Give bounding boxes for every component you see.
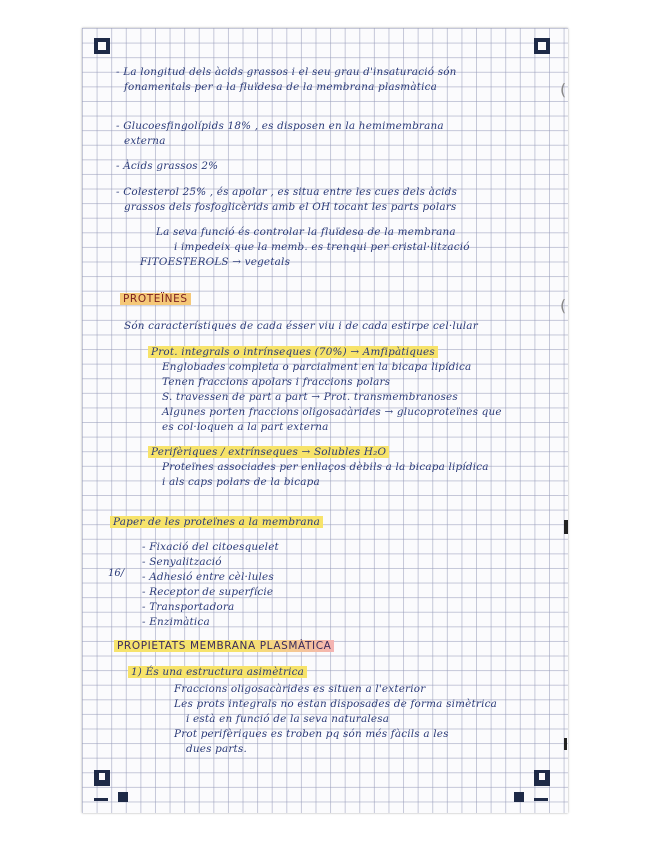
note-line: 1) És una estructura asimètrica — [128, 666, 307, 678]
note-line: - Glucoesfingolípids 18% , es disposen en la hemimembrana — [116, 120, 444, 132]
margin-note: 16/ — [108, 568, 125, 579]
scan-edge-mark — [564, 520, 568, 534]
note-line: - Senyalització — [142, 556, 222, 568]
page-marker-bar-left — [94, 798, 108, 801]
note-line: Prot. integrals o intrínseques (70%) → Amfipàtiques — [148, 346, 438, 358]
note-line: Fraccions oligosacàrides es situen a l'exterior — [174, 683, 426, 695]
note-line: FITOESTEROLS → vegetals — [140, 256, 291, 268]
subsection-heading-paper: Paper de les proteïnes a la membrana — [110, 516, 323, 528]
note-line: Tenen fraccions apolars i fraccions polars — [162, 376, 391, 388]
note-line: fonamentals per a la fluïdesa de la membrana plasmàtica — [124, 81, 438, 93]
note-line: i als caps polars de la bicapa — [162, 476, 320, 488]
corner-marker-bottom-left — [94, 770, 110, 786]
note-line: - Enzimàtica — [142, 616, 210, 628]
section-heading-proteines: PROTEÏNES — [120, 293, 191, 305]
note-line: - Fixació del citoesquelet — [142, 541, 279, 553]
note-line: - Àcids grassos 2% — [116, 160, 219, 172]
note-line: Són característiques de cada ésser viu i de cada estirpe cel·lular — [124, 320, 478, 332]
page-marker-square-left — [118, 792, 128, 802]
page-marker-bar-right — [534, 798, 548, 801]
note-line: S. travessen de part a part → Prot. transmembranoses — [162, 391, 458, 403]
note-line: externa — [124, 135, 166, 147]
binder-hole-mark: ( — [560, 80, 567, 99]
note-line: Perifèriques / extrínseques → Solubles H₂O — [148, 446, 389, 458]
note-line: Algunes porten fraccions oligosacàrides → glucoproteïnes que — [162, 406, 502, 418]
page-marker-square-right — [514, 792, 524, 802]
corner-marker-top-right — [534, 38, 550, 54]
note-line: - Transportadora — [142, 601, 235, 613]
note-line: - Adhesió entre cèl·lules — [142, 571, 274, 583]
corner-marker-top-left — [94, 38, 110, 54]
corner-marker-bottom-right — [534, 770, 550, 786]
note-line: i està en funció de la seva naturalesa — [186, 713, 390, 725]
binder-hole-mark: ( — [560, 296, 567, 315]
note-line: Englobades completa o parcialment en la bicapa lipídica — [162, 361, 472, 373]
note-line: Prot perifèriques es troben pq són més fàcils a les — [174, 728, 449, 740]
note-line: - Colesterol 25% , és apolar , es situa entre les cues dels àcids — [116, 186, 458, 198]
note-line: Les prots integrals no estan disposades de forma simètrica — [174, 698, 498, 710]
note-line: - Receptor de superfície — [142, 586, 274, 598]
scan-edge-mark — [564, 738, 567, 750]
note-line: - La longitud dels àcids grassos i el seu grau d'insaturació són — [116, 66, 457, 78]
note-line: grassos dels fosfoglicèrids amb el OH tocant les parts polars — [124, 201, 457, 213]
note-line: Proteïnes associades per enllaços dèbils a la bicapa lipídica — [162, 461, 489, 473]
section-heading-propietats: PROPIETATS MEMBRANA PLASMÀTICA — [114, 640, 334, 652]
note-line: dues parts. — [186, 743, 247, 755]
notebook-page — [82, 28, 568, 813]
note-line: i impedeix que la memb. es trenqui per cristal·lització — [174, 241, 470, 253]
note-line: La seva funció és controlar la fluïdesa de la membrana — [156, 226, 456, 238]
note-line: es col·loquen a la part externa — [162, 421, 329, 433]
